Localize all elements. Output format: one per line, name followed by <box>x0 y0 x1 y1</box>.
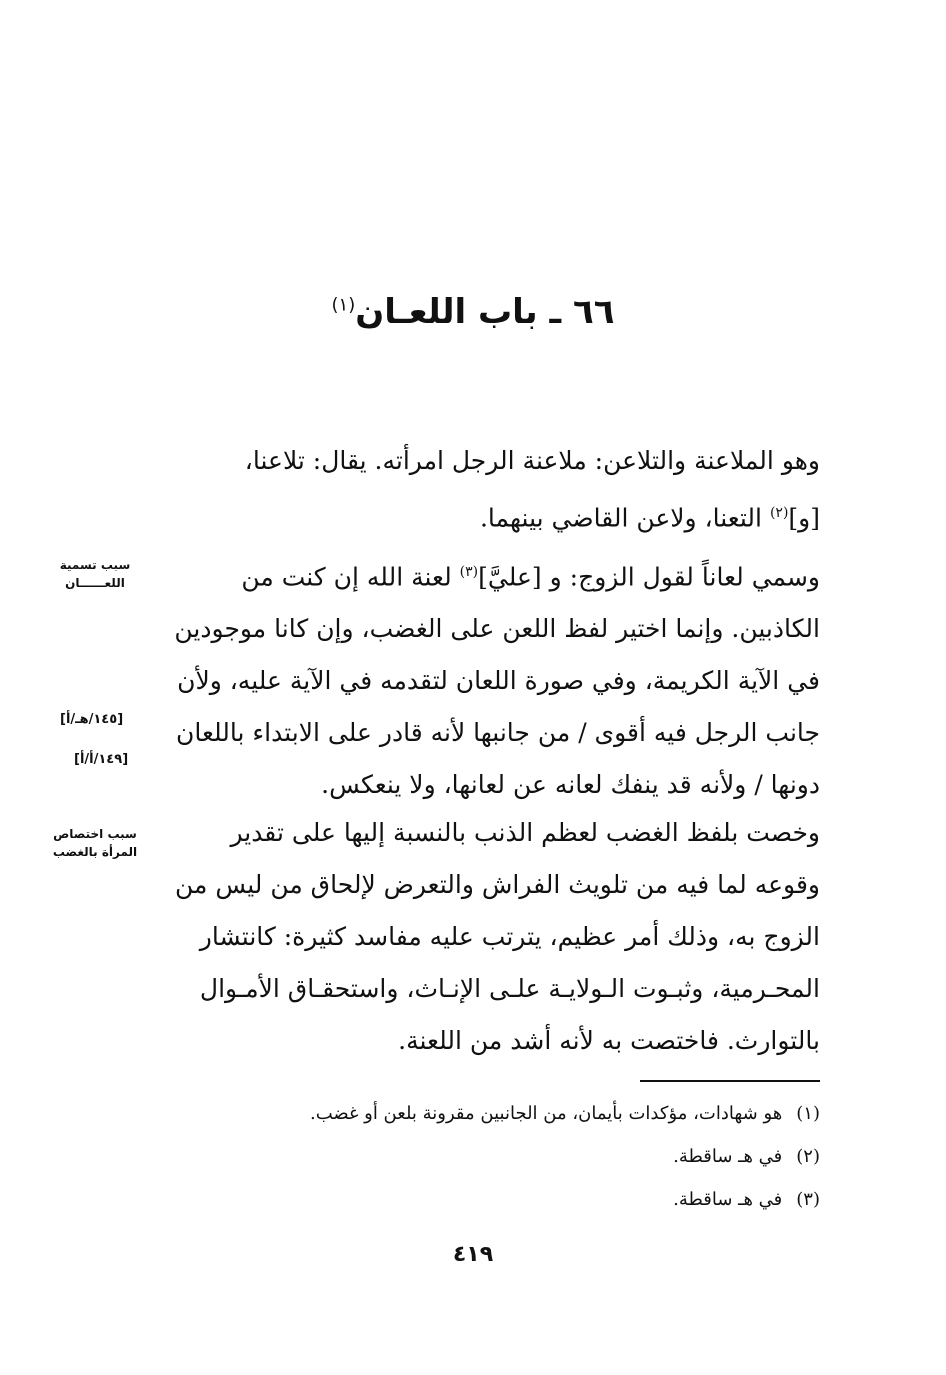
text-line: دونها / ولأنه قد ينفك لعانه عن لعانها، ولا ينعكس. <box>321 770 820 800</box>
line-text: لعنة الله إن كنت من <box>241 562 460 592</box>
footnote-item <box>140 1135 820 1178</box>
manuscript-reference: [١٤٥/هـ/أ] <box>60 712 124 727</box>
line-text: وسمي لعاناً لقول الزوج: و [عليَّ] <box>478 562 820 592</box>
footnote-number: (٣) <box>796 1189 820 1210</box>
text-line: وقوعه لما فيه من تلويث الفراش والتعرض لإلحاق من ليس من <box>174 870 820 899</box>
chapter-title-text: ٦٦ ـ باب اللعـان <box>355 292 615 332</box>
text-line <box>140 487 820 544</box>
footnote-item <box>140 1178 820 1221</box>
margin-note-line: اللعــــــان <box>65 576 125 590</box>
footnotes-section <box>140 1092 820 1221</box>
text-line: المحـرمية، وثبـوت الـولايـة علـى الإنـاث، واستحقـاق الأمـوال <box>199 974 820 1003</box>
footnote-marker: (٣) <box>459 564 479 580</box>
footnote-divider <box>640 1080 820 1082</box>
text-line: وهو الملاعنة والتلاعن: ملاعنة الرجل امرأته. يقال: تلاعنا، <box>244 446 820 475</box>
paragraph-anger-reason <box>140 807 820 1067</box>
footnote-number: (١) <box>796 1103 820 1124</box>
text-line: وخصت بلفظ الغضب لعظم الذنب بالنسبة إليها على تقدير <box>230 818 820 847</box>
text-line: الكاذبين. وإنما اختير لفظ اللعن على الغضب، وإن كانا موجودين <box>174 614 820 644</box>
margin-note-naming <box>52 556 138 592</box>
line-text: التعنا، ولاعن القاضي بينهما. <box>479 503 770 533</box>
paragraph-naming-reason <box>140 546 820 811</box>
text-line <box>140 546 820 603</box>
margin-note-line: سبب تسمية <box>59 558 131 572</box>
margin-note-line: المرأة بالغضب <box>52 845 138 859</box>
text-line: جانب الرجل فيه أقوى / من جانبها لأنه قادر على الابتداء باللعان <box>175 718 820 748</box>
footnote-marker: (٢) <box>769 505 789 521</box>
chapter-title-footnote-marker: (١) <box>331 294 356 316</box>
footnote-number: (٢) <box>796 1146 820 1167</box>
text-line: في الآية الكريمة، وفي صورة اللعان لتقدمه في الآية عليه، ولأن <box>177 666 820 696</box>
margin-note-line: سبب اختصاص <box>53 827 137 841</box>
text-line: الزوج به، وذلك أمر عظيم، يترتب عليه مفاسد كثيرة: كانتشار <box>199 922 820 951</box>
manuscript-reference: [١٤٩/أ/أ] <box>74 752 129 767</box>
chapter-title <box>0 290 946 334</box>
page-number: ٤١٩ <box>452 1242 494 1267</box>
bracketed-word: [و] <box>788 503 820 533</box>
footnote-text: في هـ ساقطة. <box>673 1189 783 1210</box>
footnote-item <box>140 1092 820 1135</box>
footnote-text: هو شهادات، مؤكدات بأيمان، من الجانبين مقرونة بلعن أو غضب. <box>310 1103 783 1124</box>
paragraph-definition <box>140 435 820 544</box>
margin-note-anger <box>50 825 140 861</box>
footnote-text: في هـ ساقطة. <box>673 1146 783 1167</box>
text-line: بالتوارث. فاختصت به لأنه أشد من اللعنة. <box>398 1026 820 1055</box>
